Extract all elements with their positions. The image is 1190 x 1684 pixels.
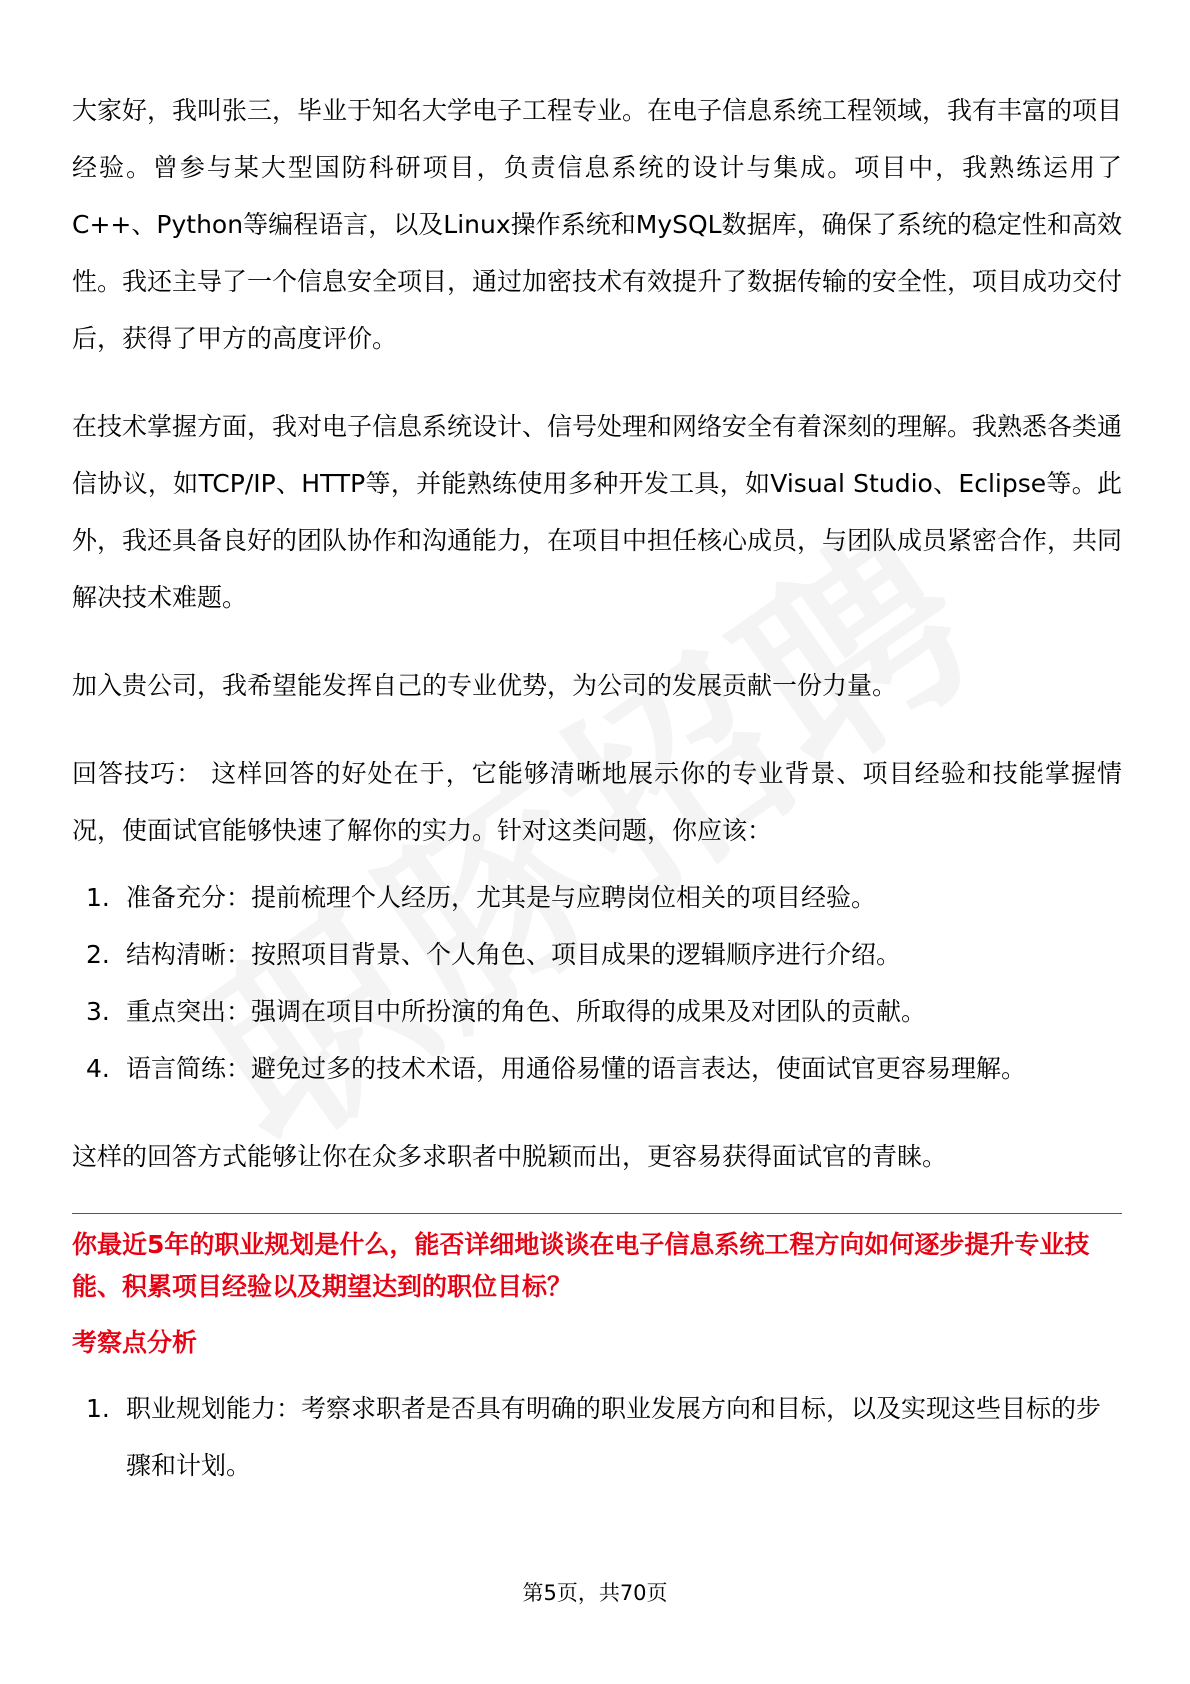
page-content [72,82,1122,1525]
page-footer: 第5页，共70页 [522,1581,668,1605]
list-item [72,1040,1122,1097]
paragraph-closing: 这样的回答方式能够让你在众多求职者中脱颖而出，更容易获得面试官的青睐。 [72,1142,948,1171]
list-item [72,869,1122,926]
list-text: 准备充分：提前梳理个人经历，尤其是与应聘岗位相关的项目经验。 [126,883,877,912]
question-title: 你最近5年的职业规划是什么，能否详细地谈谈在电子信息系统工程方向如何逐步提升专业技能、积累项目经验以及期望达到的职位目标？ [72,1230,1090,1301]
paragraph-intro: 大家好，我叫张三，毕业于知名大学电子工程专业。在电子信息系统工程领域，我有丰富的项目经验。曾参与某大型国防科研项目，负责信息系统的设计与集成。项目中，我熟练运用了C++、Python等编程语言，以及Linux操作系统和MySQL数据库，确保了系统的稳定性和高效性。我还主导了一个信息安全项目，通过加密技术有效提升了数据传输的安全性，项目成功交付后，获得了甲方的高度评价。 [72,96,1123,353]
paragraph-answer-tips: 回答技巧： 这样回答的好处在于，它能够清晰地展示你的专业背景、项目经验和技能掌握情况，使面试官能够快速了解你的实力。针对这类问题，你应该： [72,759,1122,845]
section-divider [72,1213,1122,1214]
list-number: 2. [86,940,110,969]
list-item [72,1380,1122,1494]
list-item [72,926,1122,983]
list-text: 语言简练：避免过多的技术术语，用通俗易懂的语言表达，使面试官更容易理解。 [126,1054,1027,1083]
list-number: 1. [86,1394,110,1423]
list-number: 1. [86,883,110,912]
paragraph-goal: 加入贵公司，我希望能发挥自己的专业优势，为公司的发展贡献一份力量。 [72,671,898,700]
tips-list [72,869,1122,1097]
list-text: 重点突出：强调在项目中所扮演的角色、所取得的成果及对团队的贡献。 [126,997,927,1026]
list-number: 3. [86,997,110,1026]
list-item [72,983,1122,1040]
analysis-heading: 考察点分析 [72,1328,198,1357]
analysis-list [72,1380,1122,1494]
list-text: 职业规划能力：考察求职者是否具有明确的职业发展方向和目标，以及实现这些目标的步骤和计划。 [126,1394,1102,1480]
list-text: 结构清晰：按照项目背景、个人角色、项目成果的逻辑顺序进行介绍。 [126,940,902,969]
list-number: 4. [86,1054,110,1083]
paragraph-skills: 在技术掌握方面，我对电子信息系统设计、信号处理和网络安全有着深刻的理解。我熟悉各类通信协议，如TCP/IP、HTTP等，并能熟练使用多种开发工具，如Visual Studio、Eclipse等。此外，我还具备良好的团队协作和沟通能力，在项目中担任核心成员，与团队成员紧密合作，共同解决技术难题。 [72,412,1123,612]
